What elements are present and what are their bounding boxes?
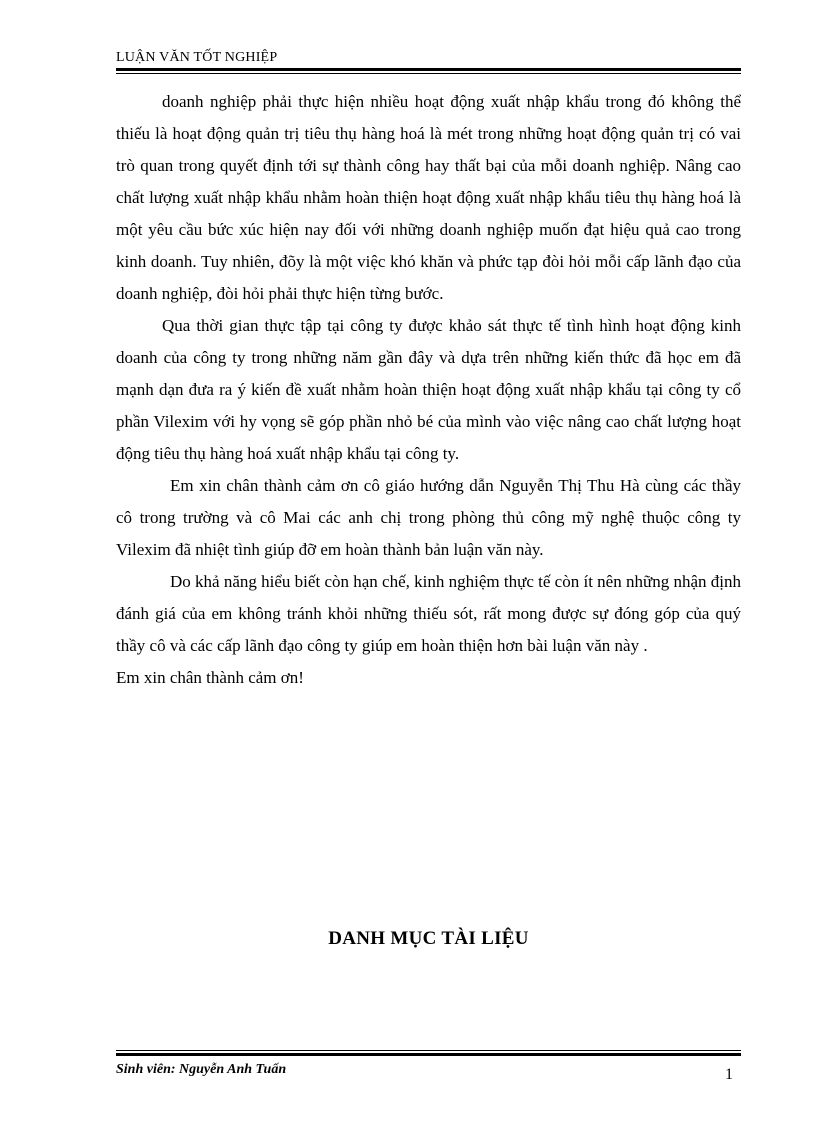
paragraph-2: Qua thời gian thực tập tại công ty được khảo sát thực tế tình hình hoạt động kinh doanh của công ty trong những năm gần đây và dựa trên những kiến thức đã học em đã mạnh dạn đưa ra ý kiến đề xuất nhằm hoàn thiện hoạt động xuất nhập khẩu tại công ty cổ phần Vilexim với hy vọng sẽ góp phần nhỏ bé của mình vào việc nâng cao chất lượng hoạt động tiêu thụ hàng hoá xuất nhập khẩu tại công ty.	[116, 316, 741, 463]
footer-author: Sinh viên: Nguyễn Anh Tuấn	[116, 1062, 287, 1077]
page-header	[116, 50, 741, 66]
section-heading: DANH MỤC TÀI LIỆU	[328, 928, 529, 949]
body-text	[116, 86, 741, 694]
page-number: 1	[725, 1066, 733, 1083]
paragraph-4: Do khả năng hiểu biết còn hạn chế, kinh nghiệm thực tế còn ít nên những nhận định đánh giá của em không tránh khỏi những thiếu sót, rất mong được sự đóng góp của quý thầy cô và các cấp lãnh đạo công ty giúp em hoàn thiện hơn bài luận văn này .	[116, 572, 741, 655]
footer-rule-thick	[116, 1053, 741, 1056]
paragraph-closing: Em xin chân thành cảm ơn!	[116, 668, 304, 687]
header-rule-thin	[116, 73, 741, 74]
paragraph-3: Em xin chân thành cảm ơn cô giáo hướng dẫn Nguyễn Thị Thu Hà cùng các thầy cô trong trường và cô Mai các anh chị trong phòng thủ công mỹ nghệ thuộc công ty Vilexim đã nhiệt tình giúp đỡ em hoàn thành bản luận văn này.	[116, 476, 741, 559]
header-rule-thick	[116, 68, 741, 71]
footer-rule-thin	[116, 1050, 741, 1051]
paragraph-1: doanh nghiệp phải thực hiện nhiều hoạt động xuất nhập khẩu trong đó không thể thiếu là hoạt động quản trị tiêu thụ hàng hoá là mét trong những hoạt động quản trị có vai trò quan trong quyết định tới sự thành công hay thất bại của mỗi doanh nghiệp. Nâng cao chất lượng xuất nhập khẩu nhằm hoàn thiện hoạt động xuất nhập khẩu tiêu thụ hàng hoá là một yêu cầu bức xúc hiện nay đối với những doanh nghiệp muốn đạt hiệu quả cao trong kinh doanh. Tuy nhiên, đõy là một việc khó khăn và phức tạp đòi hỏi mỗi cấp lãnh đạo của doanh nghiệp, đòi hỏi phải thực hiện từng bước.	[116, 92, 741, 303]
header-title: LUẬN VĂN TỐT NGHIỆP	[116, 50, 278, 65]
